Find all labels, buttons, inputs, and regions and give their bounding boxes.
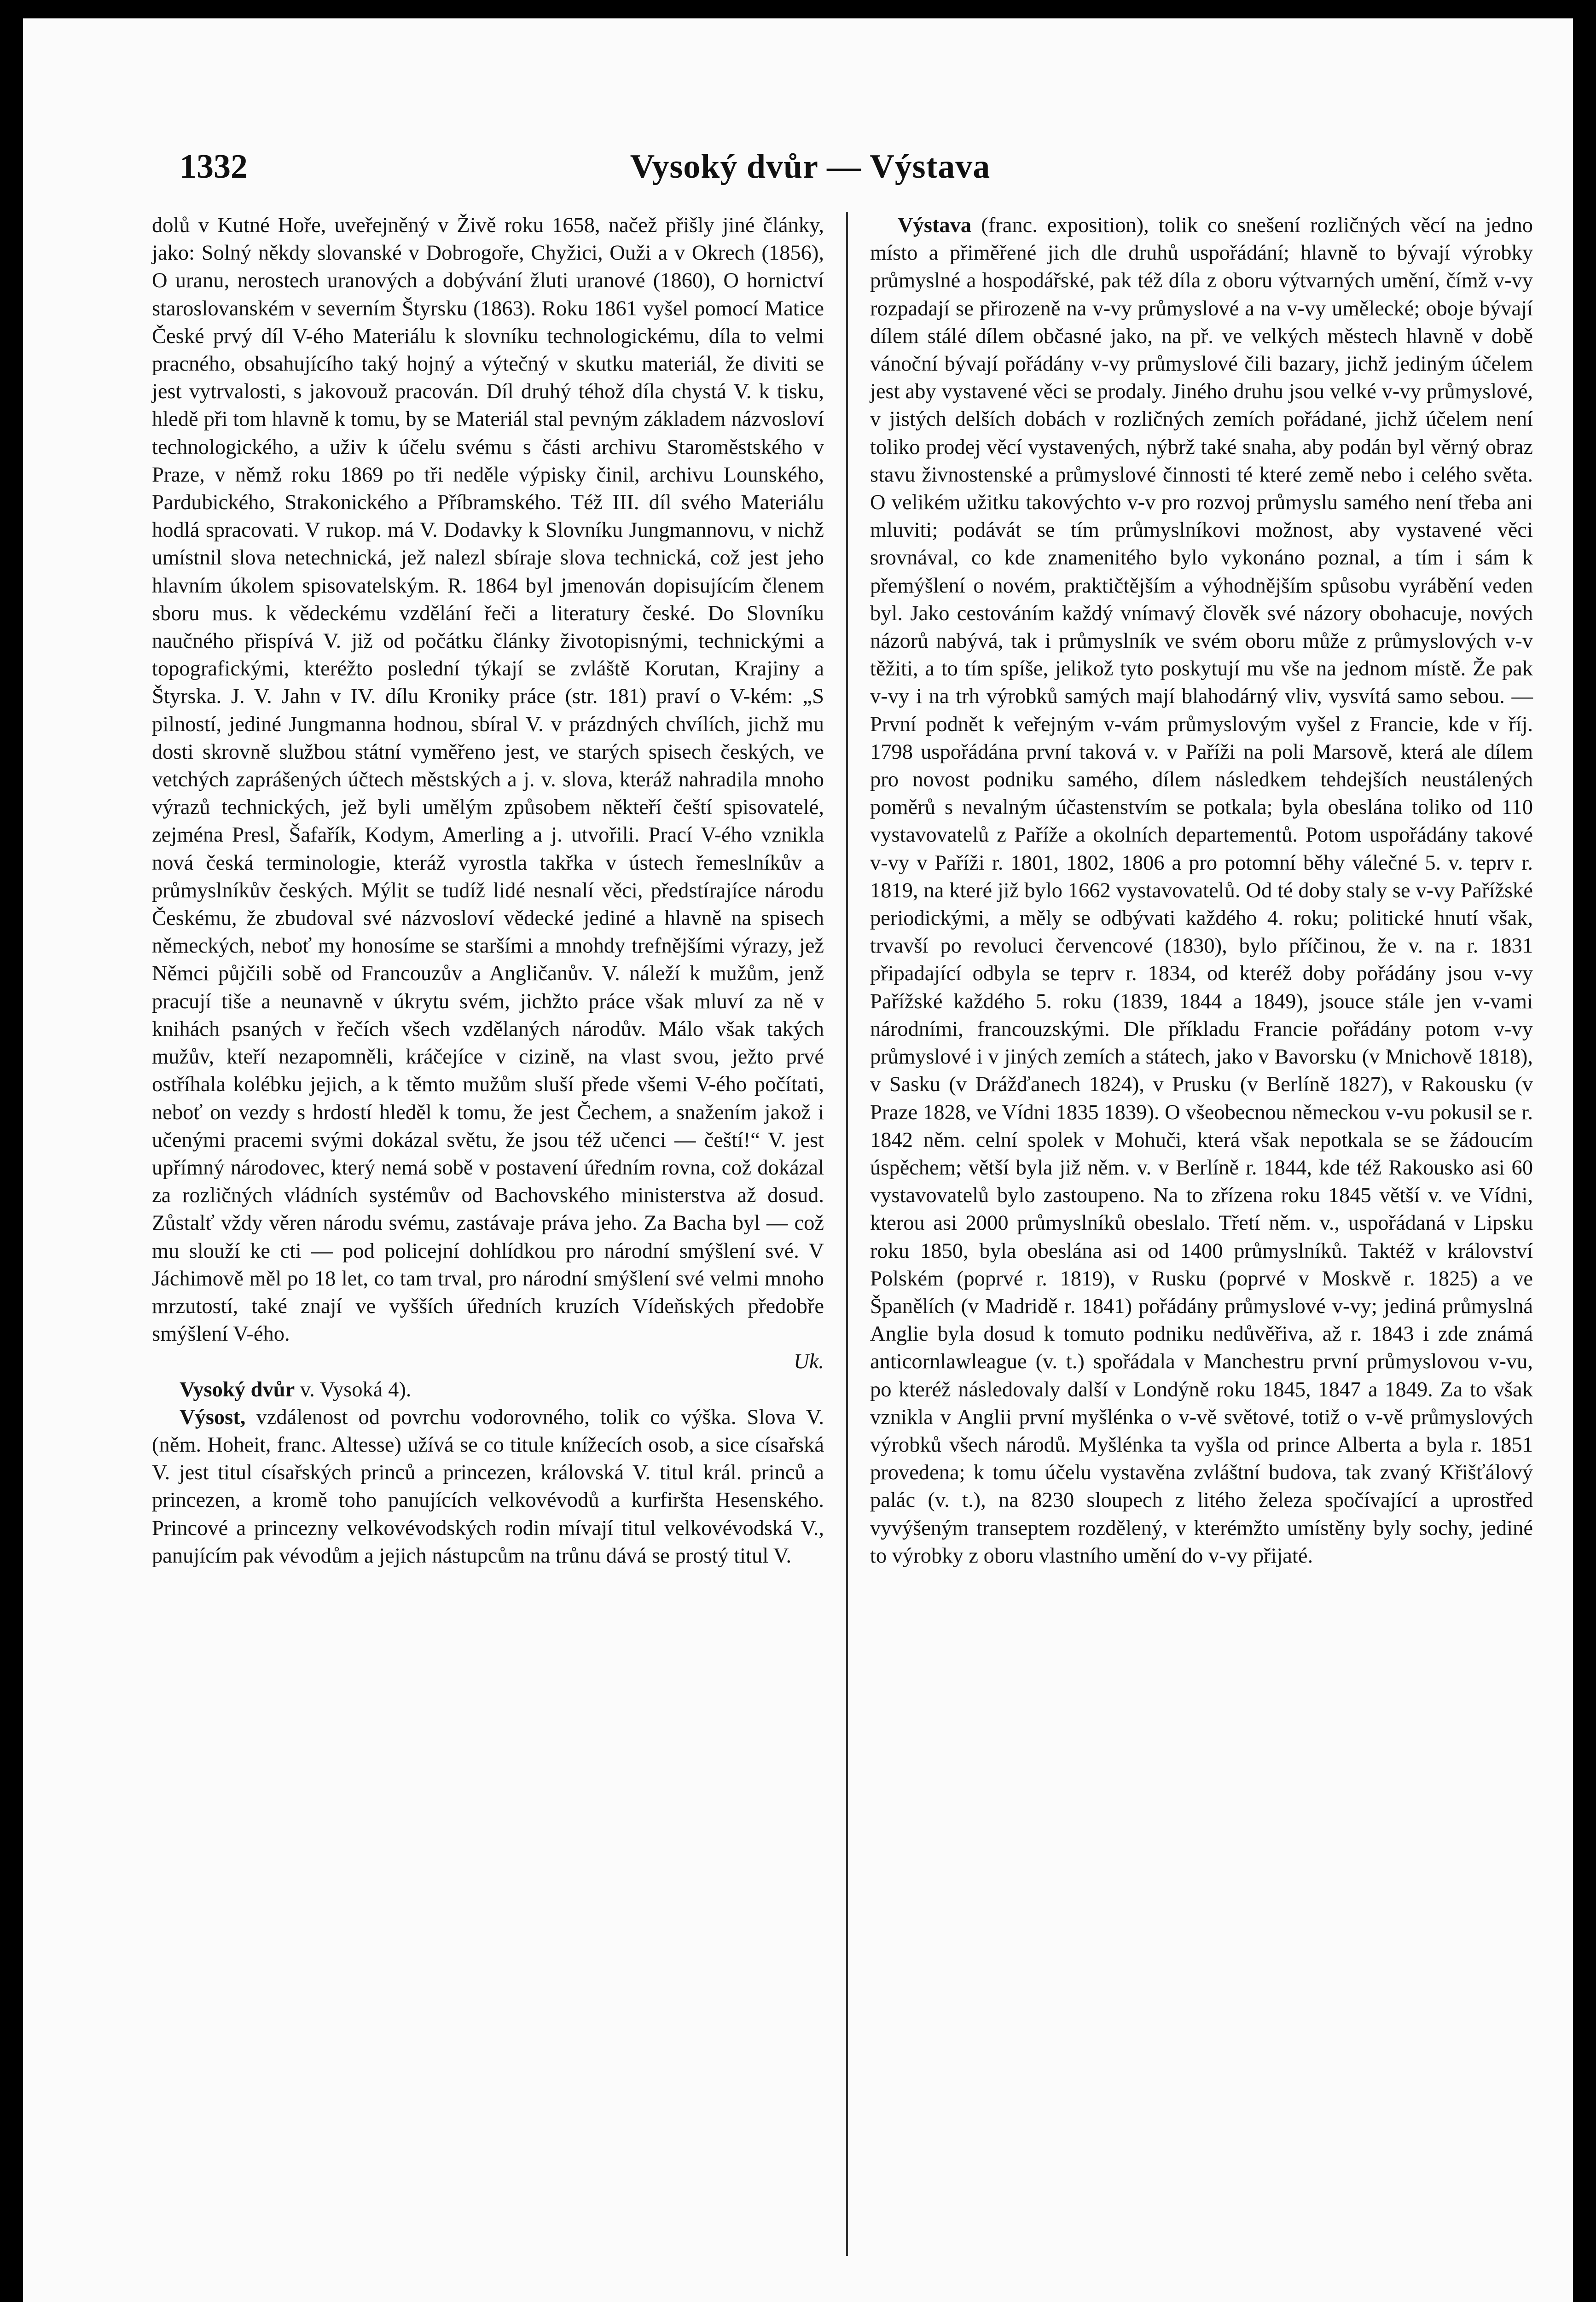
page-number: 1332	[180, 148, 248, 186]
running-head: Vysoký dvůr — Výstava	[630, 148, 991, 186]
entry-text: v. Vysoká 4).	[300, 1378, 412, 1401]
headword: Výstava	[898, 214, 972, 237]
author-signature: Uk.	[794, 1350, 824, 1374]
headword: Výsost,	[180, 1405, 246, 1429]
book-page	[23, 18, 1573, 2302]
left-column	[152, 212, 824, 1570]
entry-vysoky-dvur	[152, 1376, 824, 1404]
headword: Vysoký dvůr	[180, 1378, 295, 1401]
entry-text: vzdálenost od povrchu vodorovného, tolik co výška. Slova V. (něm. Hoheit, franc. Altesse) užívá se co titule knížecích osob, a sice císařská V. jest titul císařských princů a princezen, královská V. titul král. princů a princezen, a kromě toho panujících velkovévodů a kurfiršta Hesenského. Princové a princezny velkovévodských rodin mívají titul velkovévodská V., panujícím pak vévodům a jejich nástupcům na trůnu dává se prostý titul V.	[152, 1405, 824, 1568]
right-column	[870, 212, 1533, 1570]
entry-vystava	[870, 212, 1533, 1570]
entry-vysost	[152, 1404, 824, 1570]
entry-text: (franc. exposition), tolik co snešení rozličných věcí na jedno místo a přiměřené jich dle druhů uspořádání; hlavně to bývají výrobky průmyslné a hospodářské, pak též díla z oboru výtvarných umění, čímž v-vy rozpadají se přirozeně na v-vy průmyslové a na v-vy umělecké; oboje bývají dílem stálé dílem občasné jako, na př. ve velkých městech hlavně v době vánoční bývají pořádány v-vy průmyslové čili bazary, jichž jediným účelem jest aby vystavené věci se prodaly. Jiného druhu jsou velké v-vy průmyslové, v jistých delších dobách v rozličných zemích pořádané, jichž účelem není toliko prodej věcí vystavených, nýbrž také snaha, aby podán byl věrný obraz stavu živnostenské a průmyslové činnosti té které země nebo i celého světa. O velikém užitku takovýchto v-v pro rozvoj průmyslu samého není třeba ani mluviti; podávát se tím průmyslníkovi možnost, aby vystavené věci srovnával, co kde znamenitého bylo vykonáno poznal, a tím i sám k přemýšlení o novém, praktičtějším a výhodnějším spůsobu vyrábění veden byl. Jako cestováním každý vnímavý člověk své názory obohacuje, nových názorů nabývá, tak i průmyslník ve svém oboru může z průmyslových v-v těžiti, a to tím spíše, jelikož tyto poskytují mu vše na jednom místě. Že pak v-vy i na trh výrobků samých mají blahodárný vliv, vysvítá samo sebou. — První podnět k veřejným v-vám průmyslovým vyšel z Francie, kde v říj. 1798 uspořádána první taková v. v Paříži na poli Marsově, která ale dílem pro novost podniku samého, dílem následkem tehdejších neustálených poměrů s nevalným účastenstvím se potkala; byla obeslána toliko od 110 vystavovatelů z Paříže a okolních departementů. Potom uspořádány takové v-vy v Paříži r. 1801, 1802, 1806 a pro potomní běhy válečné 5. v. teprv r. 1819, na které již bylo 1662 vystavovatelů. Od té doby staly se v-vy Pařížské periodickými, a měly se odbývati každého 4. roku; politické hnutí však, trvavší po revoluci červencové (1830), bylo příčinou, že v. na r. 1831 připadající odbyla se teprv r. 1834, od kteréž doby pořádány jsou v-vy Pařížské každého 5. roku (1839, 1844 a 1849), jsouce stále jen v-vami národními, francouzskými. Dle příkladu Francie pořádány potom v-vy průmyslové i v jiných zemích a státech, jako v Bavorsku (v Mnichově 1818), v Sasku (v Drážďanech 1824), v Prusku (v Berlíně 1827), v Rakousku (v Praze 1828, ve Vídni 1835 1839). O všeobecnou německou v-vu pokusil se r. 1842 něm. celní spolek v Mohuči, která však nepotkala se se žádoucím úspěchem; větší byla již něm. v. v Berlíně r. 1844, kde též Rakousko asi 60 vystavovatelů bylo zastoupeno. Na to zřízena roku 1845 větší v. ve Vídni, kterou asi 2000 průmyslníků obeslalo. Třetí něm. v., uspořádaná v Lipsku roku 1850, byla obeslána asi od 1400 průmyslníků. Taktéž v království Polském (poprvé r. 1819), v Rusku (poprvé v Moskvě r. 1825) a ve Španělích (v Madridě r. 1841) pořádány průmyslové v-vy; jediná průmyslná Anglie byla dosud k tomuto podniku nedůvěřiva, až r. 1843 i zde známá anticornlawleague (v. t.) spořádala v Manchestru první průmyslovou v-vu, po kteréž následovaly další v Londýně roku 1845, 1847 a 1849. Za to však vznikla v Anglii první myšlénka o v-vě světové, totiž o v-vě průmyslových výrobků všech národů. Myšlénka ta vyšla od prince Alberta a byla r. 1851 provedena; k tomu účelu vystavěna zvláštní budova, tak zvaný Křišťálový palác (v. t.), na 8230 sloupech z litého železa spočívající a uprostřed vyvýšeným transeptem rozdělený, v kterémžto umístěny byly sochy, jediné to výrobky z oboru vlastního umění do v-vy přijaté.	[870, 214, 1533, 1568]
entry-continuation-paragraph: dolů v Kutné Hoře, uveřejněný v Živě roku 1658, načež přišly jiné články, jako: Solný někdy slovanské v Dobrogoře, Chyžici, Ouži a v Okrech (1856), O uranu, nerostech uranových a dobývání žluti uranové (1860), O hornictví staroslovanském v severním Štyrsku (1863). Roku 1861 vyšel pomocí Matice České prvý díl V-ého Materiálu k slovníku technologickému, díla to velmi pracného, obsahujícího taký hojný a výtečný v skutku materiál, že diviti se jest vytrvalosti, s jakovouž pracován. Díl druhý téhož díla chystá V. k tisku, hledě při tom hlavně k tomu, by se Materiál stal pevným základem názvosloví technologického, a uživ k účelu svému s části archivu Staroměstského v Praze, v němž roku 1869 po tři neděle výpisky činil, archivu Lounského, Pardubického, Strakonického a Příbramského. Též III. díl svého Materiálu hodlá spracovati. V rukop. má V. Dodavky k Slovníku Jungmannovu, v nichž umístnil slova netechnická, jež nalezl sbíraje slova technická, což jest jeho hlavním úkolem spisovatelským. R. 1864 byl jmenován dopisujícím členem sboru mus. k vědeckému vzdělání řeči a literatury české. Do Slovníku naučného přispívá V. již od počátku články životopisnými, technickými a topografickými, kteréžto poslední týkají se zvláště Korutan, Krajiny a Štyrska. J. V. Jahn v IV. dílu Kroniky práce (str. 181) praví o V-kém: „S pilností, jediné Jungmanna hodnou, sbíral V. v prázdných chvílích, jichž mu dosti skrovně službou státní vyměřeno jest, ve starých spisech českých, ve vetchých zaprášených účtech městských a j. v. slova, kteráž nahradila mnoho výrazů technických, jež byli umělým způsobem někteří čeští spisovatelé, zejména Presl, Šafařík, Kodym, Amerling a j. utvořili. Prací V-ého vznikla nová česká terminologie, kteráž vyrostla takřka v ústech řemeslníkův a průmyslníkův českých. Mýlit se tudíž lidé nesnalí věci, předstírajíce národu Českému, že zbudoval své názvosloví vědecké jediné a hlavně na spisech německých, neboť my honosíme se staršími a mnohdy trefnějšími výrazy, jež Němci půjčili sobě od Francouzův a Angličanův. V. náleží k mužům, jenž pracují tiše a neunavně v úkrytu svém, jichžto práce však mluví za ně v knihách psaných v řečích všech vzdělaných národův. Málo však takých mužův, kteří nezapomněli, kráčejíce v cizině, na vlast svou, ježto prvé ostříhala kolébku jejich, a k těmto mužům sluší přede všemi V-ého počítati, neboť on vezdy s hrdostí hleděl k tomu, že jest Čechem, a snažením jakož i učenými pracemi svými dokázal světu, že jsou též učenci — čeští!“ V. jest upřímný národovec, který nemá sobě v postavení úředním rovna, což dokázal za rozličných vládních systémův od Bachovského ministerstva až dosud. Zůstalť vždy věren národu svému, zastávaje práva jeho. Za Bacha byl — což mu slouží ke cti — pod policejní dohlídkou pro národní smýšlení své. V Jáchimově měl po 18 let, co tam trval, pro národní smýšlení své velmi mnoho mrzutostí, také znají ve vyšších úředních kruzích Vídeňských předobře smýšlení V-ého.	[152, 214, 824, 1346]
page-header	[152, 134, 1468, 189]
column-divider	[846, 212, 848, 2256]
